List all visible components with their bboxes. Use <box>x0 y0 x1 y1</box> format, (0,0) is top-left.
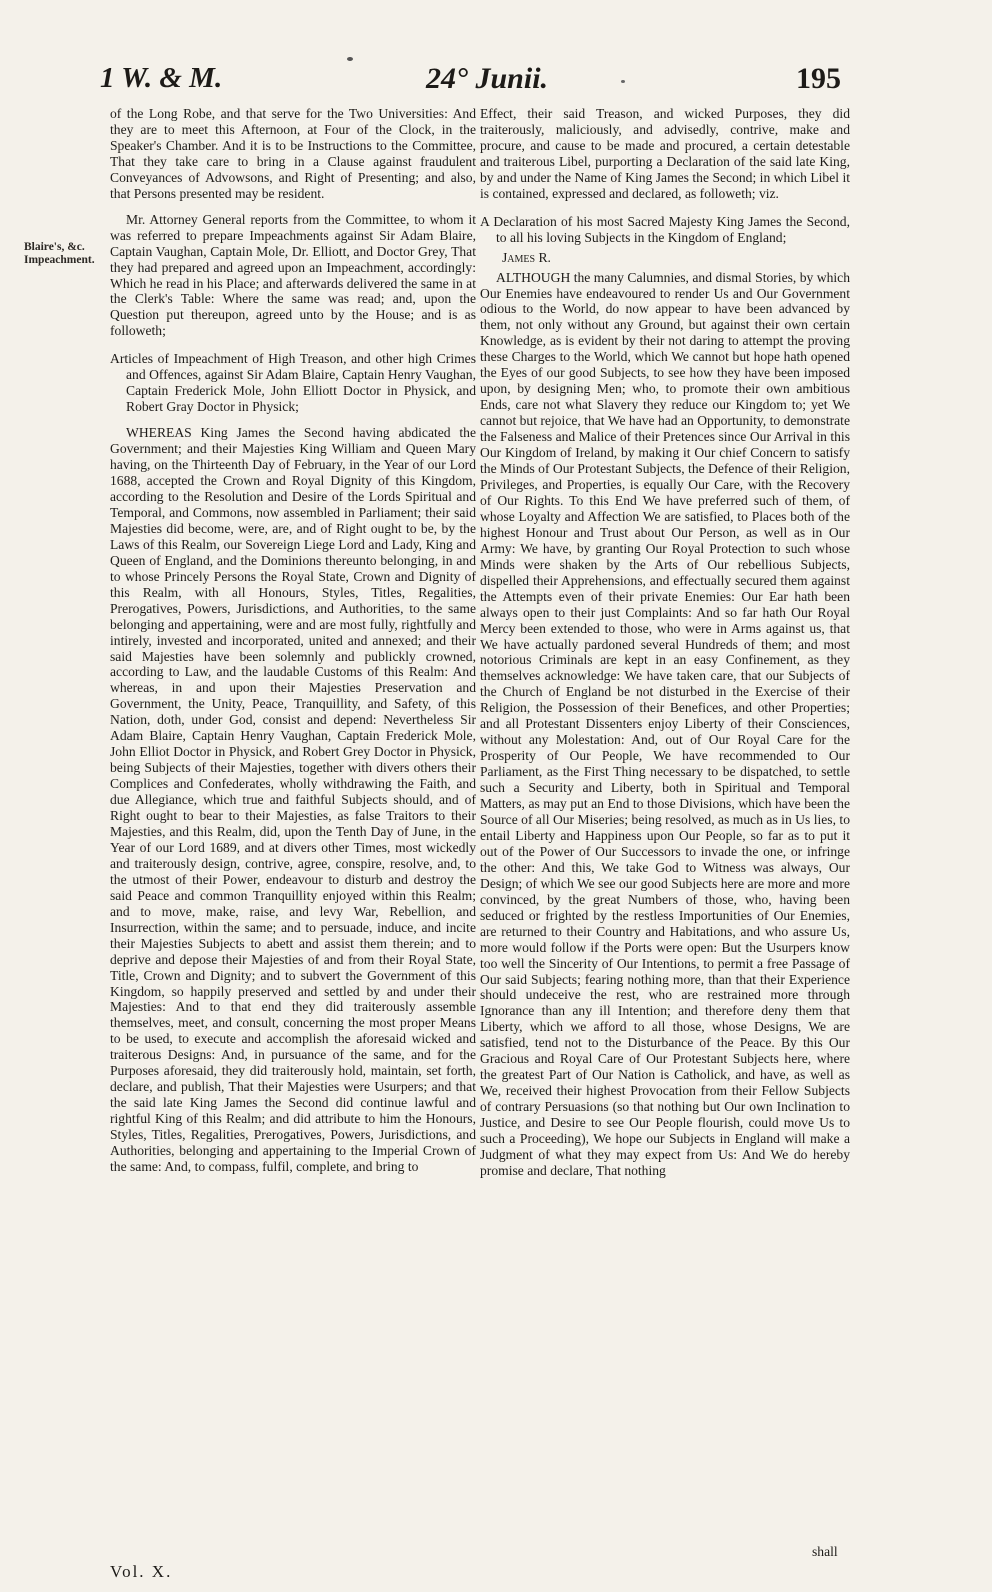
right-column <box>480 106 850 1179</box>
ink-speck <box>347 57 353 61</box>
left-column <box>110 106 476 1175</box>
paragraph: Mr. Attorney General reports from the Committee, to whom it was referred to prepare Impeachments against Sir Adam Blaire, Captain Vaughan, Captain Mole, Dr. Elliott, and Doctor Grey, That they had prepared and agreed upon an Impeachment, accordingly: Which he read in his Place; and afterwards delivered the same in at the Clerk's Table: Where the same was read; and, upon the Question put thereupon, agreed unto by the House; and is as followeth; <box>110 211 476 339</box>
volume-signature: Vol. X. <box>110 1562 173 1581</box>
paragraph: of the Long Robe, and that serve for the Two Universities: And they are to meet this Afternoon, at Four of the Clock, in the Speaker's Chamber. And it is to be Instructions to the Committee, That they take care to bring in a Clause against fraudulent Conveyances of Advowsons, and Right of Presenting; and also, that Persons presented may be resident. <box>110 106 476 201</box>
signature-line: James R. <box>502 249 551 265</box>
paragraph: Effect, their said Treason, and wicked Purposes, they did traiterously, maliciously, and advisedly, contrive, make and procure, and cause to be made and procured, a certain detestable and traiterous Libel, purporting a Declaration of the said late King, by and under the Name of King James the Second; in which Libel it is contained, expressed and declared, as followeth; viz. <box>480 106 850 201</box>
impeachment-title: Articles of Impeachment of High Treason, and other high Crimes and Offences, against Sir Adam Blaire, Captain Henry Vaughan, Captain Frederick Mole, John Elliott Doctor in Physick, and Robert Gray Doctor in Physick; <box>110 351 476 415</box>
paragraph: ALTHOUGH the many Calumnies, and dismal Stories, by which Our Enemies have endeavoured to render Us and Our Government odious to the World, do now appear to have been advanced by them, not only without any Ground, but against their own certain Knowledge, as is evident by their not daring to attempt the proving these Charges to the World, which We cannot but hope hath opened the Eyes of our good Subjects, to see how they have been imposed upon, by designing Men; who, to promote their own ambitious Ends, care not what Slavery they reduce our Kingdom to; yet We cannot but rejoice, that We have had an Opportunity, to demonstrate the Falseness and Malice of their Pretences since Our Arrival in this Our Kingdom of Ireland, by making it Our chief Concern to satisfy the Minds of Our Protestant Subjects, the Defence of their Religion, Privileges, and Properties, is equally Our Care, with the Recovery of Our Rights. To this End We have preferred such of them, of whose Loyalty and Affection We are satisfied, to Places both of the highest Honour and Trust about Our Person, as well as in Our Army: We have, by granting Our Royal Protection to such whose Minds were shaken by the Arts of Our rebellious Subjects, dispelled their Apprehensions, and effectually secured them against the Attempts even of their private Enemies: Our Ear hath been always open to their just Complaints: And so far hath Our Royal Mercy been extended to those, who were in Arms against us, that We have actually pardoned several Hundreds of them; and most notorious Criminals are kept in an easy Confinement, as they themselves acknowledge: We have taken care, that our Subjects of the Church of England be not disturbed in the Exercise of their Religion, the Possession of their Benefices, and other Properties; and all Protestant Dissenters enjoy Liberty of their Consciences, without any Molestation: And, out of Our Royal Care for the Prosperity of Our People, We have recommended to Our Parliament, as the First Thing necessary to be dispatched, to settle such a Security and Liberty, both in Spiritual and Temporal Matters, as may put an End to those Divisions, which have been the Source of all Our Miseries; being resolved, as much as in Us lies, to entail Liberty and Happiness upon Our People, so far as to put it out of the Power of Our Successors to invade the one, or infringe the other: And this, We take God to Witness was always, Our Design; of which We see our good Subjects here are more and more convinced, by the great Numbers of those, who, having been seduced or frighted by the restless Importunities of Our Enemies, are returned to their Country and Habitations, and who assure Us, more would follow if the Ports were open: But the Usurpers know too well the Sincerity of Our Intentions, to permit a free Passage of Our said Subjects; fearing nothing more, than that their Experience should undeceive the rest, who are restrained more through Ignorance than any ill Intention; and therefore deny them that Liberty, which we afford to all those, whose Designs, We are satisfied, tend not to the Disturbance of the Peace. By this Our Gracious and Royal Care of Our Protestant Subjects here, where the greatest Part of Our Nation is Catholick, and have, as well as We, received their highest Provocation from their Fellow Subjects of contrary Persuasions (so that nothing but Our own Inclination to Justice, and Desire to see Our People flourish, could move Us to such a Proceeding), We hope our Subjects in England will make a Judgment of what they may expect from Us: And We do hereby promise and declare, That nothing <box>480 269 850 1178</box>
page-number: 195 <box>796 62 841 95</box>
page-header <box>0 62 992 102</box>
ink-speck <box>621 80 625 83</box>
journal-date: 24° Junii. <box>426 62 549 95</box>
margin-note: Blaire's, &c. Impeachment. <box>24 241 95 266</box>
regnal-year: 1 W. & M. <box>100 62 223 94</box>
declaration-title: A Declaration of his most Sacred Majesty King James the Second, to all his loving Subjects in the Kingdom of England; <box>480 213 850 245</box>
catchword: shall <box>812 1544 838 1559</box>
paragraph: WHEREAS King James the Second having abdicated the Government; and their Majesties King William and Queen Mary having, on the Thirteenth Day of February, in the Year of our Lord 1688, accepted the Crown and Royal Dignity of this Kingdom, according to the Resolution and Desire of the Lords Spiritual and Temporal, and Commons, now assembled in Parliament; their said Majesties did become, were, are, and of Right ought to be, by the Laws of this Realm, our Sovereign Liege Lord and Lady, King and Queen of England, and the Dominions thereunto belonging, in and to whose Princely Persons the Royal State, Crown and Dignity of this Realm, with all Honours, Styles, Titles, Regalities, Prerogatives, Powers, Jurisdictions, and Authorities, to the same belonging and appertaining, were and are most fully, rightfully and intirely, invested and incorporated, united and annexed; and their said Majesties have been solemnly and publickly crowned, according to Law, and the laudable Customs of this Realm: And whereas, in and upon their Majesties Preservation and Government, the Unity, Peace, Tranquillity, and Safety, of this Nation, doth, under God, consist and depend: Nevertheless Sir Adam Blaire, Captain Henry Vaughan, Captain Frederick Mole, John Elliot Doctor in Physick, and Robert Grey Doctor in Physick, being Subjects of their Majesties, together with divers others their Complices and Confederates, wholly withdrawing the Faith, and due Allegiance, which true and faithful Subjects should, and of Right ought to bear to their Majesties, as false Traitors to their Majesties, and this Realm, did, upon the Tenth Day of June, in the Year of our Lord 1689, and at divers other Times, most wickedly and traiterously design, contrive, agree, conspire, resolve, and, to the utmost of their Power, endeavour to disturb and destroy the said Peace and common Tranquillity enjoyed within this Realm; and to move, make, raise, and levy War, Rebellion, and Insurrection, within the same; and to persuade, induce, and incite their Majesties Subjects to abett and assist them therein; and to deprive and depose their Majesties of and from their Royal State, Title, Crown and Dignity; and to subvert the Government of this Kingdom, so happily preserved and settled by and under their Majesties: And to that end they did traiterously assemble themselves, meet, and consult, concerning the most proper Means to be used, to execute and accomplish the aforesaid wicked and traiterous Designs: And, in pursuance of the same, and for the Purposes aforesaid, they did traiterously hold, maintain, set forth, declare, and publish, That their Majesties were Usurpers; and that the said late King James the Second did continue lawful and rightful King of this Realm; and did attribute to him the Honours, Styles, Titles, Regalities, Prerogatives, Powers, Jurisdictions, and Authorities, belonging and appertaining to the Imperial Crown of the same: And, to compass, fulfil, complete, and bring to <box>110 425 476 1174</box>
